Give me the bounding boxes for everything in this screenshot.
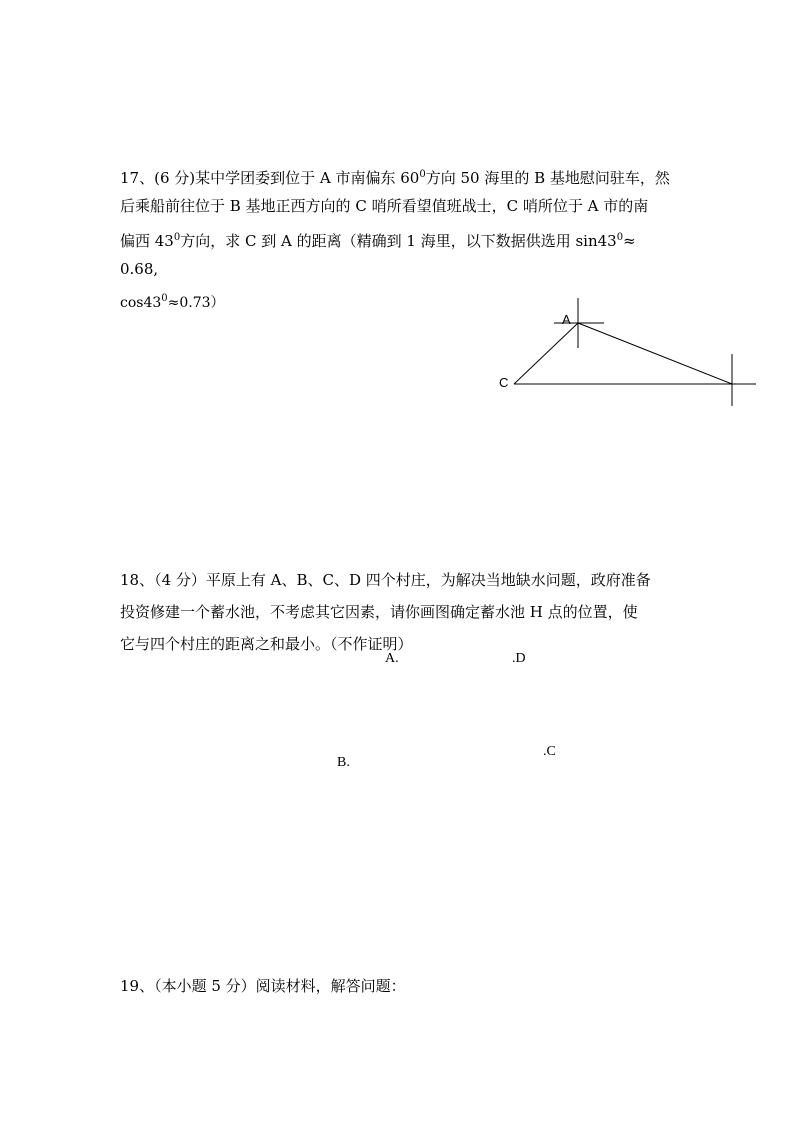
village-b: B. (337, 755, 350, 770)
point-a-label: A (562, 312, 571, 327)
q18-line-1: 18、（4 分）平原上有 A、B、C、D 四个村庄，为解决当地缺水问题，政府准备 (120, 571, 651, 589)
q17-line-4: 0.68, (120, 260, 159, 278)
q17-line-2: 后乘船前往位于 B 基地正西方向的 C 哨所看望值班战士，C 哨所位于 A 市的南 (120, 197, 649, 215)
degree-sup: 0 (419, 169, 426, 180)
q17-text: cos43 (120, 295, 162, 311)
q18-line-2: 投资修建一个蓄水池，不考虑其它因素，请你画图确定蓄水池 H 点的位置，使 (120, 603, 638, 621)
q18-line-3: 它与四个村庄的距离之和最小。（不作证明） (120, 635, 413, 653)
q19-line-1: 19、（本小题 5 分）阅读材料，解答问题： (120, 977, 406, 995)
degree-sup: 0 (173, 232, 181, 243)
point-c-label: C (499, 375, 509, 390)
q17-text: 方向，求 C 到 A 的距离（精确到 1 海里，以下数据供选用 sin43 (180, 232, 617, 250)
village-a: A. (385, 651, 399, 666)
ac-line (514, 323, 578, 384)
degree-sup: 0 (616, 232, 624, 243)
q17-text: 17、(6 分)某中学团委到位于 A 市南偏东 60 (120, 169, 420, 187)
ab-line (578, 323, 732, 384)
q17-text: ≈0.73） (167, 295, 225, 311)
village-d: .D (512, 651, 526, 666)
degree-sup: 0 (161, 293, 168, 304)
q17-text: 偏西 43 (120, 232, 174, 250)
village-c: .C (543, 744, 556, 759)
q17-text: 方向 50 海里的 B 基地慰问驻车，然 (425, 169, 670, 187)
q17-text: ≈ (623, 232, 636, 250)
